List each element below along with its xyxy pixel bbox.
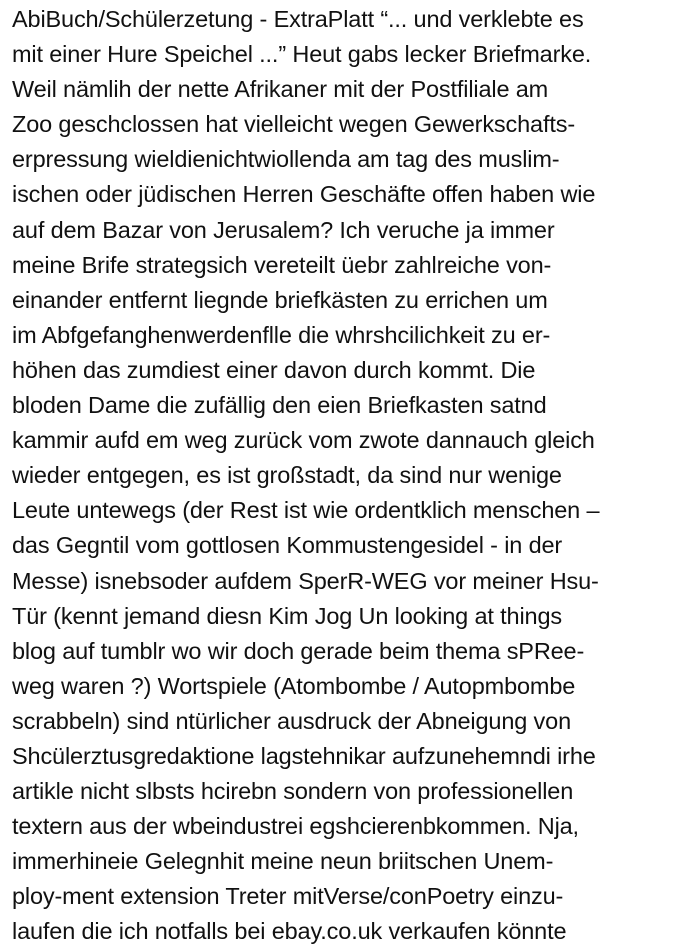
text-line: Zoo geschclossen hat vielleicht wegen Gewerkschafts- (12, 111, 576, 138)
text-line: Tür (kennt jemand diesn Kim Jog Un looking at things (12, 602, 562, 629)
text-line: artikle nicht slbsts hcirebn sondern von professionellen (12, 778, 574, 805)
text-line: Leute untewegs (der Rest ist wie ordentklich menschen – (12, 497, 600, 524)
text-line: erpressung wieldienichtwiollenda am tag des muslim- (12, 146, 560, 173)
text-line: meine Brife strategsich vereteilt üebr zahlreiche von- (12, 251, 552, 278)
text-line: blog auf tumblr wo wir doch gerade beim thema sPRee- (12, 637, 585, 664)
text-line: wieder entgegen, es ist großstadt, da sind nur wenige (12, 462, 562, 489)
text-line: einander entfernt liegnde briefkästen zu errichen um (12, 286, 548, 313)
text-line: Messe) isnebsoder aufdem SperR-WEG vor meiner Hsu- (12, 567, 599, 594)
text-line: auf dem Bazar von Jerusalem? Ich veruche ja immer (12, 216, 555, 243)
text-line: textern aus der wbeindustrei egshcierenbkommen. Nja, (12, 813, 579, 840)
text-line: mit einer Hure Speichel ...” Heut gabs lecker Briefmarke. (12, 41, 592, 68)
text-line: weg waren ?) Wortspiele (Atombombe / Autopmbombe (12, 672, 576, 699)
text-line: das Gegntil vom gottlosen Kommustengesidel - in der (12, 532, 563, 559)
text-line: ischen oder jüdischen Herren Geschäfte offen haben wie (12, 181, 596, 208)
text-line: höhen das zumdiest einer davon durch kommt. Die (12, 356, 536, 383)
text-line: scrabbeln) sind ntürlicher ausdruck der Abneigung von (12, 707, 571, 734)
text-line: AbiBuch/Schülerzetung - ExtraPlatt “... und verklebte es (12, 6, 584, 32)
text-line: Shcülerztusgredaktione lagstehnikar aufzunehemndi irhe (12, 742, 596, 769)
text-line: kammir aufd em weg zurück vom zwote dannauch gleich (12, 427, 595, 454)
text-line: bloden Dame die zufällig den eien Briefkasten satnd (12, 392, 547, 419)
text-line: immerhineie Gelegnhit meine neun briitschen Unem- (12, 848, 554, 875)
text-line: ploy-ment extension Treter mitVerse/conPoetry einzu- (12, 883, 564, 910)
text-line: laufen die ich notfalls bei ebay.co.uk verkaufen könnte (12, 918, 567, 945)
body-text (12, 2, 680, 950)
text-line: im Abfgefanghenwerdenflle die whrshcilichkeit zu er- (12, 321, 551, 348)
text-line: Weil nämlih der nette Afrikaner mit der Postfiliale am (12, 76, 549, 103)
